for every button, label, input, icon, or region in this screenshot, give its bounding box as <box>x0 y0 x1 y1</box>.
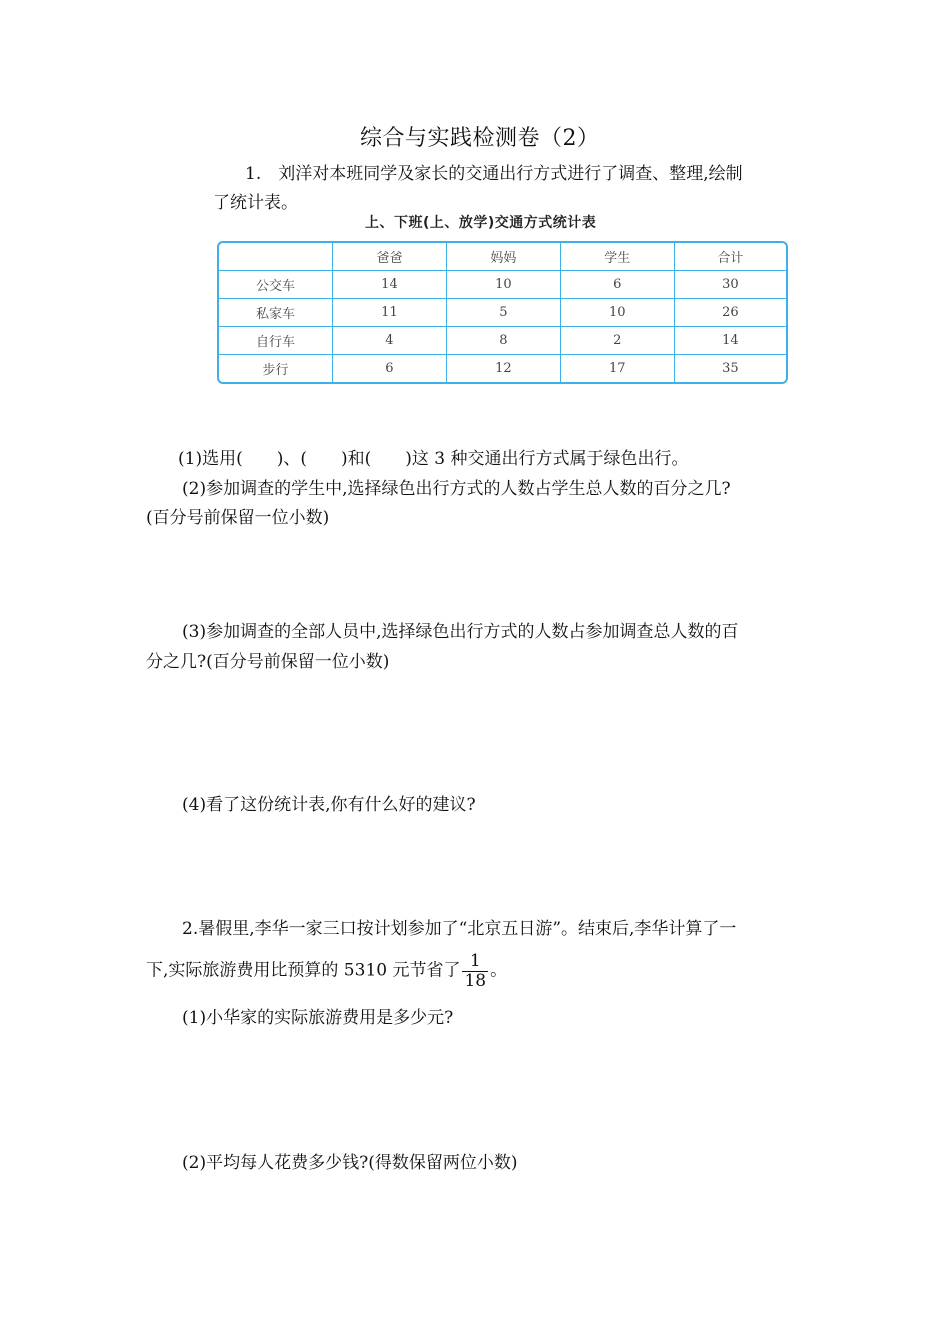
table-cell: 30 <box>674 270 786 298</box>
fraction-numerator: 1 <box>462 952 488 972</box>
table-cell: 10 <box>446 270 560 298</box>
table-header-row <box>219 243 786 270</box>
table-caption: 上、下班(上、放学)交通方式统计表 <box>365 215 597 231</box>
table-header-cell <box>219 243 333 270</box>
q1-intro-line2: 了统计表。 <box>213 193 298 213</box>
q2-sub2: (2)平均每人花费多少钱?(得数保留两位小数) <box>182 1153 518 1173</box>
table-row <box>219 355 786 382</box>
q2-sub1: (1)小华家的实际旅游费用是多少元? <box>182 1008 454 1028</box>
table-cell: 12 <box>446 355 560 382</box>
q1-intro-line1: 1. 刘洋对本班同学及家长的交通出行方式进行了调查、整理,绘制 <box>245 164 743 184</box>
table-header-cell: 爸爸 <box>333 243 447 270</box>
table-cell: 14 <box>333 270 447 298</box>
q2-line2-prefix: 下,实际旅游费用比预算的 5310 元节省了 <box>146 960 461 981</box>
table-row <box>219 327 786 355</box>
table-row <box>219 270 786 298</box>
table-cell: 4 <box>333 327 447 355</box>
q1-sub3-line1: (3)参加调查的全部人员中,选择绿色出行方式的人数占参加调查总人数的百 <box>182 622 739 642</box>
page-title: 综合与实践检测卷（2） <box>360 126 600 151</box>
table-cell: 14 <box>674 327 786 355</box>
q1-sub1: (1)选用( )、( )和( )这 3 种交通出行方式属于绿色出行。 <box>178 449 689 469</box>
table-cell: 10 <box>560 298 674 326</box>
row-label: 自行车 <box>219 327 333 355</box>
fraction <box>462 952 488 990</box>
fraction-denominator: 18 <box>464 970 487 991</box>
q2-line1: 2.暑假里,李华一家三口按计划参加了“北京五日游”。结束后,李华计算了一 <box>182 919 737 939</box>
table-row <box>219 298 786 326</box>
table-cell: 2 <box>560 327 674 355</box>
table-cell: 6 <box>560 270 674 298</box>
statistics-table <box>217 241 788 384</box>
q2-line2-suffix: 。 <box>490 960 508 981</box>
table-header-cell: 学生 <box>560 243 674 270</box>
table-cell: 26 <box>674 298 786 326</box>
table-cell: 11 <box>333 298 447 326</box>
q1-sub3-line2: 分之几?(百分号前保留一位小数) <box>146 652 390 672</box>
table-cell: 5 <box>446 298 560 326</box>
q1-sub2-line1: (2)参加调查的学生中,选择绿色出行方式的人数占学生总人数的百分之几? <box>182 479 731 499</box>
table-cell: 8 <box>446 327 560 355</box>
row-label: 步行 <box>219 355 333 382</box>
q2-line2 <box>146 952 507 990</box>
q1-sub4: (4)看了这份统计表,你有什么好的建议? <box>182 795 476 815</box>
q1-sub2-line2: (百分号前保留一位小数) <box>146 508 330 528</box>
table-cell: 6 <box>333 355 447 382</box>
row-label: 私家车 <box>219 298 333 326</box>
table-cell: 35 <box>674 355 786 382</box>
table-header-cell: 合计 <box>674 243 786 270</box>
table-header-cell: 妈妈 <box>446 243 560 270</box>
table-cell: 17 <box>560 355 674 382</box>
row-label: 公交车 <box>219 270 333 298</box>
